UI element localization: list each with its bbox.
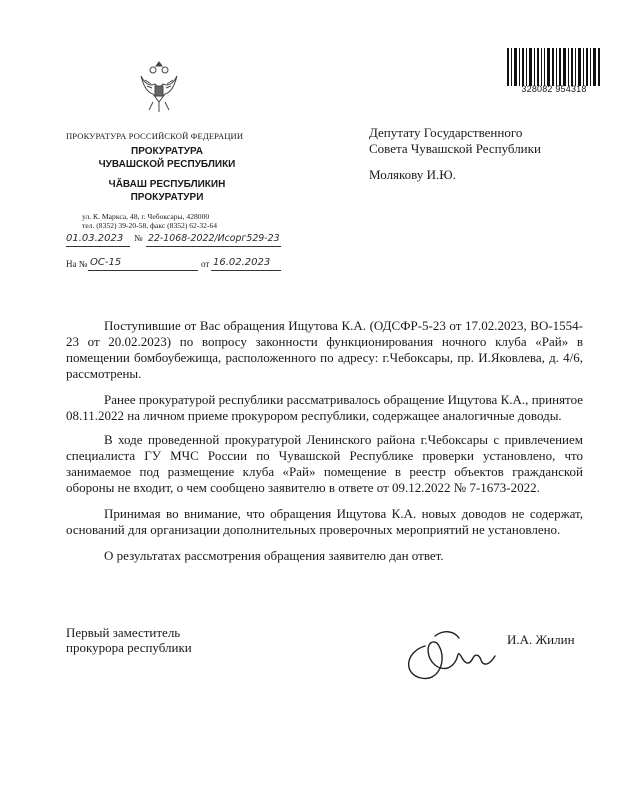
addressee-line-1: Депутату Государственного (369, 125, 523, 140)
handwritten-signature-icon (395, 616, 503, 686)
body-paragraph-1: Поступившие от Вас обращения Ищутова К.А. (ОДСФР-5-23 от 17.02.2023, ВО-1554-23 от 20.02.2023) по вопросу законности функционирования ночного клуба «Рай» в помещении бомбоубежища, расположенного по адресу: г.Чебоксары, пр. И.Яковлева, д. 4/6, рассмотрены. (66, 318, 583, 381)
letterhead-federal-line: ПРОКУРАТУРА РОССИЙСКОЙ ФЕДЕРАЦИИ (66, 131, 244, 141)
letterhead-address: ул. К. Маркса, 48, г. Чебоксары, 428000 (82, 212, 210, 221)
addressee-block (369, 125, 541, 157)
reference-date: 16.02.2023 (213, 257, 271, 268)
barcode-icon (506, 48, 602, 86)
barcode-number: 328082 954318 (521, 84, 587, 94)
registration-number-sign: № (134, 233, 143, 243)
letterhead-phone: тел. (8352) 39-20-58, факс (8352) 62-32-64 (82, 221, 218, 230)
reference-label: На № (66, 259, 88, 269)
reference-number: ОС-15 (90, 257, 122, 268)
reference-from-label: от (201, 259, 210, 269)
body-paragraph-4: Принимая во внимание, что обращения Ищутова К.А. новых доводов не содержат, оснований для организации дополнительных проверочных мероприятий не установлено. (66, 506, 583, 537)
registration-line (66, 233, 281, 249)
body-paragraph-2: Ранее прокуратурой республики рассматривалось обращение Ищутова К.А., принятое 08.11.2022 на личном приеме прокурором республики, содержащее аналогичные доводы. (66, 392, 583, 423)
reference-line (66, 257, 281, 273)
registration-date: 01.03.2023 (66, 233, 124, 244)
addressee-line-2: Совета Чувашской Республики (369, 141, 541, 156)
signatory-title (66, 625, 192, 655)
letter-body (66, 318, 583, 574)
letterhead-line-4: ПРОКУРАТУРИ (130, 192, 204, 203)
registration-number: 22-1068-2022/Исорг529-23 (148, 233, 280, 244)
letterhead-line-1: ПРОКУРАТУРА (131, 146, 203, 157)
body-paragraph-5: О результатах рассмотрения обращения заявителю дан ответ. (104, 548, 444, 563)
signatory-title-line-1: Первый заместитель (66, 625, 181, 640)
letterhead-line-2: ЧУВАШСКОЙ РЕСПУБЛИКИ (98, 159, 236, 170)
double-headed-eagle-emblem-icon (137, 58, 181, 116)
signatory-name: И.А. Жилин (507, 632, 575, 647)
signatory-title-line-2: прокурора республики (66, 640, 192, 655)
letterhead-line-3: ЧĂВАШ РЕСПУБЛИКИН (108, 179, 226, 190)
addressee-name: Молякову И.Ю. (369, 167, 456, 182)
body-paragraph-3: В ходе проведенной прокуратурой Ленинского района г.Чебоксары с привлечением специалиста ГУ МЧС России по Чувашской Республике проверки установлено, что занимаемое под размещение клуба «Рай» помещение в реестр объектов гражданской обороны не входит, о чем сообщено заявителю в ответе от 09.12.2022 № 7-1673-2022. (66, 432, 583, 495)
